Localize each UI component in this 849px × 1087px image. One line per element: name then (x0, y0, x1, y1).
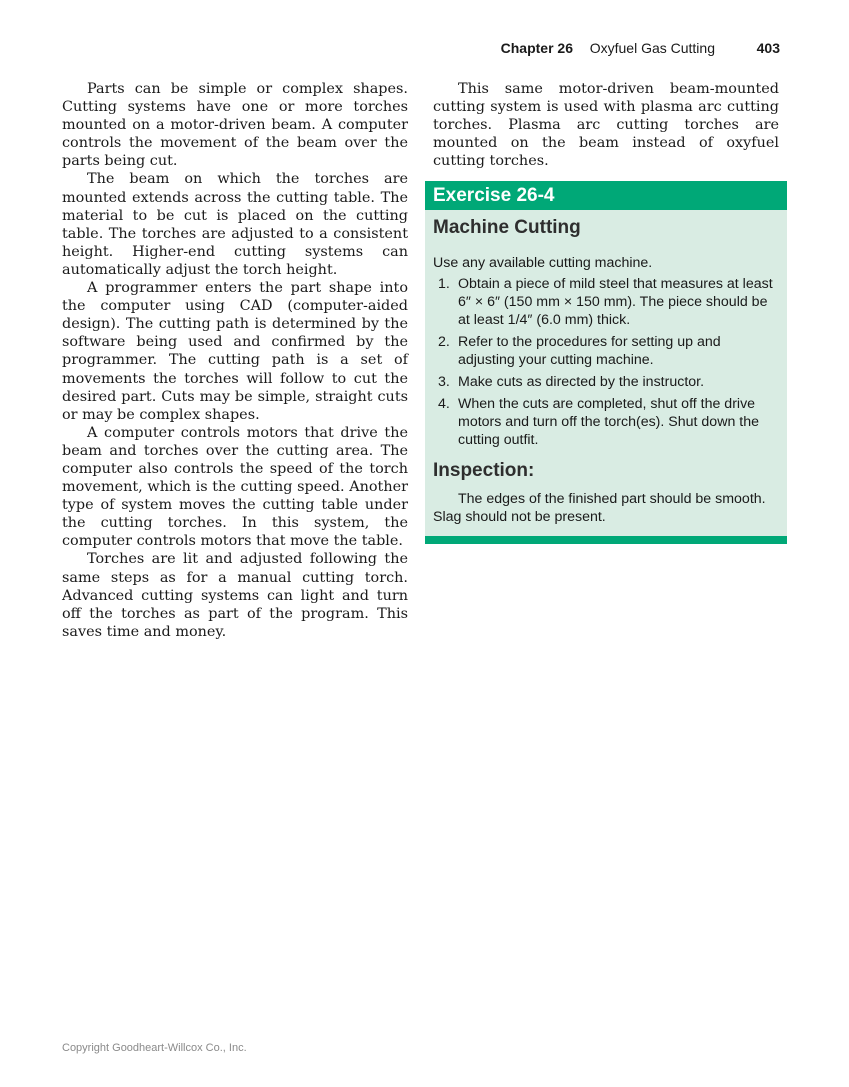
inspection-heading: Inspection: (433, 460, 535, 481)
body-paragraph: This same motor-driven beam-mounted cutting system is used with plasma arc cutting torches. Plasma arc cutting torches are mounted on the beam instead of oxyfuel cutting torches. (433, 81, 779, 170)
exercise-bottom-rule (425, 536, 787, 544)
copyright-footer: Copyright Goodheart-Willcox Co., Inc. (62, 1042, 247, 1054)
step-number: 2. (438, 334, 450, 350)
step-number: 1. (438, 276, 450, 292)
step-text: Make cuts as directed by the instructor. (458, 374, 705, 390)
chapter-label: Chapter 26 (500, 40, 573, 56)
exercise-step (438, 333, 777, 369)
step-number: 3. (438, 374, 450, 390)
body-paragraph: A computer controls motors that drive the beam and torches over the cutting area. The computer also controls the speed of the torch movement, which is the cutting speed. Another type of system moves the cutting table under the cutting torches. In this system, the computer controls motors that move the table. (62, 424, 408, 550)
page-number: 403 (756, 40, 780, 56)
body-paragraph: A programmer enters the part shape into the computer using CAD (computer-aided design). The cutting path is determined by the software being used and confirmed by the programmer. The cutting path is a set of movements the torches will follow to cut the desired part. Cuts may be simple, straight cuts or may be complex shapes. (62, 280, 408, 423)
exercise-title: Machine Cutting (433, 217, 581, 238)
step-number: 4. (438, 396, 450, 412)
exercise-step (438, 373, 777, 391)
exercise-step (438, 275, 777, 329)
exercise-step (438, 395, 777, 449)
exercise-box (425, 181, 787, 544)
body-paragraph: Torches are lit and adjusted following the same steps as for a manual cutting torch. Advanced cutting systems can light and turn off the torches as part of the program. This saves time and money. (62, 551, 408, 640)
step-text: Refer to the procedures for setting up and adjusting your cutting machine. (458, 334, 721, 368)
exercise-intro: Use any available cutting machine. (433, 255, 653, 271)
step-text: Obtain a piece of mild steel that measures at least 6″ × 6″ (150 mm × 150 mm). The piece should be at least 1/4″ (6.0 mm) thick. (458, 276, 773, 328)
right-column (433, 80, 779, 170)
chapter-title: Oxyfuel Gas Cutting (589, 40, 715, 56)
step-text: When the cuts are completed, shut off the drive motors and turn off the torch(es). Shut down the cutting outfit. (458, 396, 759, 448)
body-paragraph: The beam on which the torches are mounted extends across the cutting table. The material to be cut is placed on the cutting table. The torches are adjusted to a consistent height. Higher-end cutting systems can automatically adjust the torch height. (62, 171, 408, 278)
exercise-label: Exercise 26-4 (425, 181, 787, 210)
inspection-text: The edges of the finished part should be smooth. Slag should not be present. (433, 491, 766, 525)
left-column (62, 80, 408, 641)
body-paragraph: Parts can be simple or complex shapes. Cutting systems have one or more torches mounted on a motor-driven beam. A computer controls the movement of the beam over the parts being cut. (62, 81, 408, 170)
exercise-steps (438, 275, 777, 449)
